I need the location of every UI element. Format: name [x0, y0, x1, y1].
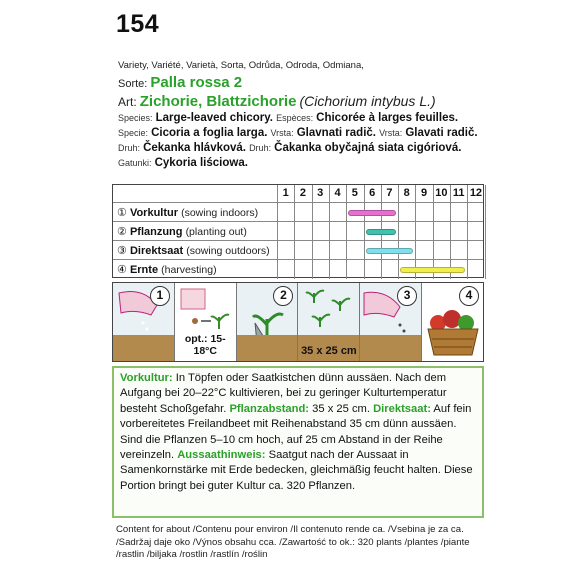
- content-note: Content for about /Contenu pour environ /Il contenuto rende ca. /Vsebina je za ca. /Sadržaj daje oko /Výnos obsahu cca. /Zawartość to ok.: 320 plants /plantes /piante /rastlin /biljaka /rostlin /rastlín /roślin: [116, 524, 470, 560]
- step-badge: 2: [273, 286, 293, 306]
- calendar-row-name: Ernte: [129, 264, 159, 276]
- calendar-month-7: 7: [386, 187, 393, 199]
- cultivation-instructions: [112, 366, 484, 518]
- calendar-month-5: 5: [351, 187, 358, 199]
- step-harvest: [422, 283, 483, 361]
- calendar-bar-vorkultur: [348, 210, 396, 216]
- sorte-label: Sorte:: [118, 78, 148, 90]
- vorkultur-label: Vorkultur:: [120, 372, 173, 384]
- art-latin: (Cichorium intybus L.): [299, 93, 436, 109]
- calendar-month-12: 12: [469, 187, 483, 199]
- direktsaat-text: Auf fein vorbereitetes Freilandbeet mit Reihenabstand 35 cm dünn aussäen. Sind die Pflanzen 5–10 cm hoch, auf 25 cm Abstand in der Reihe vereinzeln.: [120, 402, 472, 462]
- calendar-row-symbol: ②: [117, 226, 127, 238]
- species-label: Vrsta:: [379, 128, 403, 138]
- species-label: Druh:: [249, 143, 272, 153]
- calendar-month-2: 2: [299, 187, 306, 199]
- step-sowing-outdoors: [360, 283, 422, 361]
- species-label: Espèces:: [276, 113, 314, 123]
- sorte-line: [118, 74, 242, 91]
- pflanzabstand-label: Pflanzabstand:: [229, 402, 310, 415]
- art-line: [118, 93, 436, 110]
- species-value: Čakanka obyčajná siata cigóriová.: [274, 142, 462, 154]
- calendar-month-6: 6: [369, 187, 376, 199]
- calendar-month-10: 10: [435, 187, 448, 199]
- calendar-gridline: [450, 185, 451, 279]
- direktsaat-label: Direktsaat:: [373, 402, 431, 415]
- calendar-row-pflanzung: [113, 223, 483, 241]
- calendar-row-name: Vorkultur: [129, 207, 179, 219]
- calendar-row-symbol: ④: [117, 264, 127, 276]
- calendar-gridline: [415, 185, 416, 279]
- calendar-row-sub: (planting out): [185, 226, 247, 238]
- species-value: Čekanka hlávková.: [143, 142, 246, 154]
- calendar-month-4: 4: [334, 187, 341, 199]
- species-value: Cykoria liściowa.: [154, 157, 248, 169]
- calendar-row-vorkultur: [113, 204, 483, 222]
- sorte-value: Palla rossa 2: [150, 74, 243, 91]
- species-label: Vrsta:: [270, 128, 294, 138]
- step-sowing-indoors: [113, 283, 175, 361]
- species-value: Chicorée à larges feuilles.: [316, 112, 459, 124]
- step-badge: 4: [459, 286, 479, 306]
- pflanzabstand-text: 35 x 25 cm.: [309, 402, 374, 415]
- step-spacing: [298, 283, 360, 361]
- calendar-month-1: 1: [282, 187, 289, 199]
- calendar-gridline: [294, 185, 295, 279]
- calendar-bar-direktsaat: [366, 248, 414, 254]
- step-badge: 1: [150, 286, 170, 306]
- calendar-month-11: 11: [452, 187, 465, 199]
- calendar-month-3: 3: [317, 187, 324, 199]
- step-badge: 3: [397, 286, 417, 306]
- calendar-gridline: [485, 185, 486, 279]
- species-value: Large-leaved chicory.: [155, 112, 273, 124]
- cultivation-steps: [112, 282, 484, 362]
- germination-temperature: opt.: 15-18°C: [175, 333, 236, 357]
- plant-spacing-label: 35 x 25 cm: [301, 345, 357, 357]
- calendar-row-sub: (sowing outdoors): [186, 245, 270, 257]
- art-value: Zichorie, Blattzichorie: [139, 93, 297, 110]
- calendar-gridline: [346, 185, 347, 279]
- art-label: Art:: [118, 95, 137, 109]
- step-planting-out: [237, 283, 299, 361]
- calendar-bar-pflanzung: [366, 229, 397, 235]
- calendar-row-direktsaat: [113, 242, 483, 260]
- calendar-header-row: [113, 185, 483, 203]
- step-germination: [175, 283, 237, 361]
- calendar-gridline: [467, 185, 468, 279]
- calendar-row-sub: (harvesting): [161, 264, 217, 276]
- calendar-month-9: 9: [420, 187, 428, 199]
- instructions-text: [120, 371, 476, 494]
- species-value: Glavati radič.: [405, 127, 478, 139]
- product-code: 154: [116, 10, 160, 38]
- species-line-1: [118, 112, 458, 124]
- sowing-calendar: [112, 184, 484, 278]
- aussaathinweis-text: Saatgut nach der Aussaat in Samenkornstärke mit Erde bedecken, gleichmäßig feucht halten. Diese Portion bringt bei guter Kultur ca. 320 Pflanzen.: [120, 449, 473, 492]
- species-value: Glavnati radič.: [296, 127, 376, 139]
- calendar-gridline: [398, 185, 399, 279]
- calendar-row-symbol: ③: [117, 245, 127, 257]
- calendar-gridline: [364, 185, 365, 279]
- calendar-row-symbol: ①: [117, 207, 127, 219]
- species-line-4: [118, 157, 248, 169]
- calendar-month-8: 8: [403, 187, 410, 199]
- species-label: Species:: [118, 113, 153, 123]
- calendar-row-name: Direktsaat: [129, 245, 184, 257]
- calendar-gridline: [312, 185, 313, 279]
- calendar-gridline: [277, 185, 278, 279]
- species-label: Druh:: [118, 143, 141, 153]
- species-label: Specie:: [118, 128, 149, 138]
- species-value: Cicoria a foglia larga.: [151, 127, 268, 139]
- species-line-3: [118, 142, 461, 154]
- calendar-bar-ernte: [400, 267, 465, 273]
- variety-labels: Variety, Variété, Varietà, Sorta, Odrůda, Odroda, Odmiana,: [118, 60, 364, 71]
- calendar-gridline: [433, 185, 434, 279]
- calendar-gridline: [329, 185, 330, 279]
- species-label: Gatunki:: [118, 158, 152, 168]
- calendar-row-sub: (sowing indoors): [181, 207, 259, 219]
- calendar-row-name: Pflanzung: [129, 226, 183, 238]
- aussaathinweis-label: Aussaathinweis:: [177, 449, 266, 462]
- species-line-2: [118, 127, 478, 139]
- vorkultur-text: In Töpfen oder Saatkistchen dünn aussäen. Nach dem Aufgang bei 20–22°C kultivieren, bei zu geringer Kulturtemperatur besteht Schoßgefahr.: [120, 372, 447, 415]
